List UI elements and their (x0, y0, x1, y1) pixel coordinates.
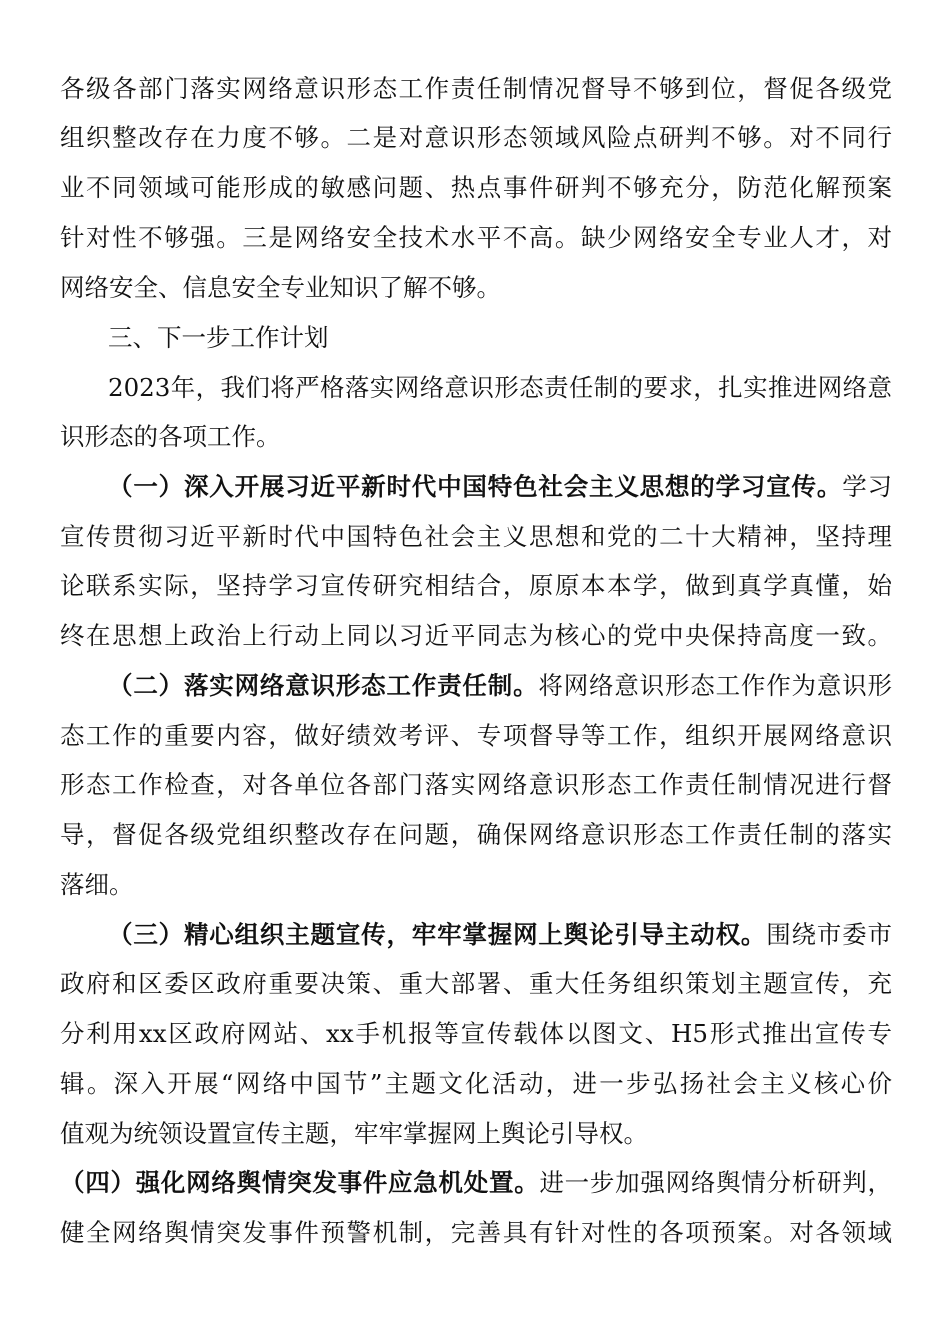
body-text-line: 识形态的各项工作。 (60, 422, 281, 451)
body-text-line: 政府和区委区政府重要决策、重大部署、重大任务组织策划主题宣传，充 (60, 969, 892, 998)
body-text-line: 态工作的重要内容，做好绩效考评、专项督导等工作，组织开展网络意识 (60, 721, 892, 750)
body-text-line: 论联系实际，坚持学习宣传研究相结合，原原本本学，做到真学真懂，始 (60, 571, 892, 600)
body-text-line: 健全网络舆情突发事件预警机制，完善具有针对性的各项预案。对各领域 (60, 1218, 892, 1247)
subsection-line-1: （一）深入开展习近平新时代中国特色社会主义思想的学习宣传。学习 (108, 472, 893, 501)
body-text-line: 终在思想上政治上行动上同以习近平同志为核心的党中央保持高度一致。 (60, 621, 892, 650)
body-text-line: 值观为统领设置宣传主题，牢牢掌握网上舆论引导权。 (60, 1119, 648, 1148)
subsection-title: （二）落实网络意识形态工作责任制。 (108, 671, 539, 700)
subsection-title: （一）深入开展习近平新时代中国特色社会主义思想的学习宣传。 (108, 472, 843, 501)
subsection-line-4: （四）强化网络舆情突发事件应急机处置。进一步加强网络舆情分析研判， (60, 1168, 892, 1197)
body-text-line: 形态工作检查，对各单位各部门落实网络意识形态工作责任制情况进行督 (60, 770, 892, 799)
body-text-line: 导，督促各级党组织整改存在问题，确保网络意识形态工作责任制的落实 (60, 820, 892, 849)
body-text-line: 分利用xx区政府网站、xx手机报等宣传载体以图文、H5形式推出宣传专 (60, 1019, 892, 1048)
body-text-line: 各级各部门落实网络意识形态工作责任制情况督导不够到位，督促各级党 (60, 74, 892, 103)
body-text-line: 针对性不够强。三是网络安全技术水平不高。缺少网络安全专业人才，对 (60, 223, 892, 252)
body-text-line: 2023年，我们将严格落实网络意识形态责任制的要求，扎实推进网络意 (108, 373, 892, 402)
body-text-line: 宣传贯彻习近平新时代中国特色社会主义思想和党的二十大精神，坚持理 (60, 522, 892, 551)
body-text-line: 业不同领域可能形成的敏感问题、热点事件研判不够充分，防范化解预案 (60, 173, 892, 202)
body-text-line: 落细。 (60, 870, 134, 899)
body-text-line: 组织整改存在力度不够。二是对意识形态领域风险点研判不够。对不同行 (60, 123, 892, 152)
subsection-title: （三）精心组织主题宣传，牢牢掌握网上舆论引导主动权。 (108, 920, 767, 949)
body-text-line: 网络安全、信息安全专业知识了解不够。 (60, 273, 501, 302)
subsection-line-3: （三）精心组织主题宣传，牢牢掌握网上舆论引导主动权。围绕市委市 (108, 920, 893, 949)
subsection-title: （四）强化网络舆情突发事件应急机处置。 (60, 1168, 540, 1197)
subsection-line-2: （二）落实网络意识形态工作责任制。将网络意识形态工作作为意识形 (108, 671, 893, 700)
section-heading: 三、下一步工作计划 (108, 323, 329, 352)
body-text-line: 辑。深入开展“网络中国节”主题文化活动，进一步弘扬社会主义核心价 (60, 1069, 892, 1098)
